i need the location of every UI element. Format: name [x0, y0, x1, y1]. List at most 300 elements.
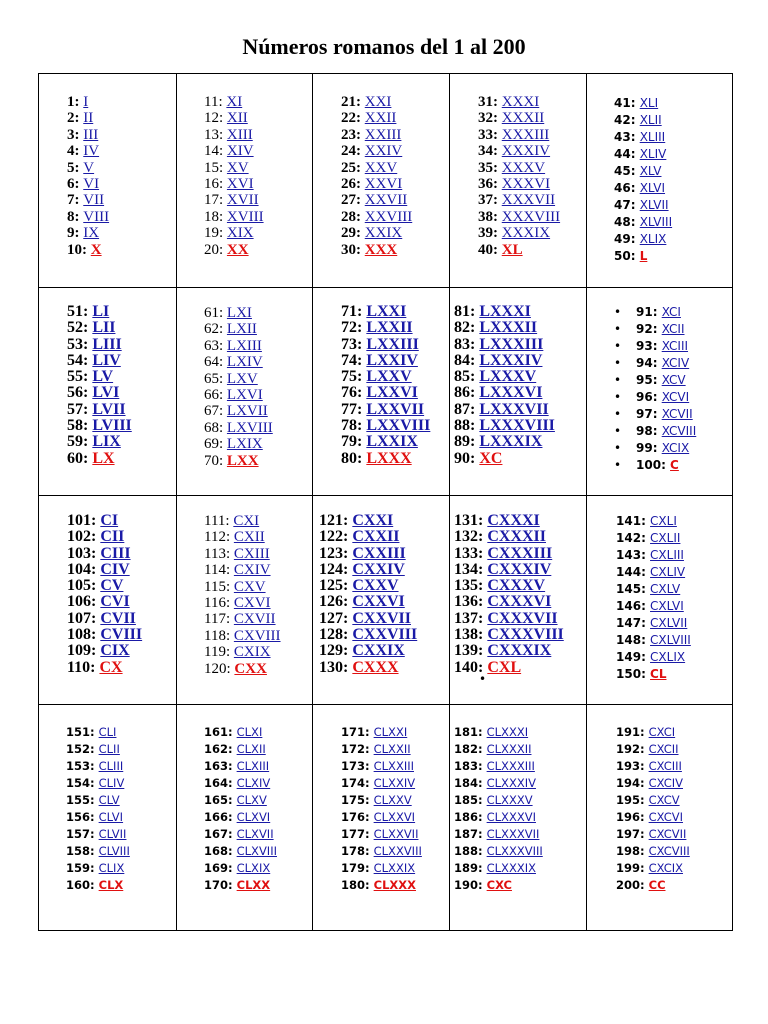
- roman-numeral-link[interactable]: CLXXVIII: [373, 844, 422, 858]
- list-item: [616, 775, 690, 792]
- list-item: [67, 562, 142, 578]
- separator: :: [365, 878, 374, 892]
- roman-numeral-link[interactable]: CLXXI: [373, 725, 408, 739]
- roman-numeral-link[interactable]: LXXIII: [366, 335, 419, 353]
- roman-numeral-link[interactable]: LXXXIV: [479, 351, 543, 369]
- roman-numeral-link[interactable]: XLVI: [639, 181, 666, 195]
- roman-numeral-link[interactable]: LV: [92, 368, 114, 386]
- roman-numeral-link[interactable]: LXXXVIII: [479, 417, 555, 435]
- roman-numeral-link[interactable]: LIII: [92, 335, 122, 353]
- numeral-cell: [39, 705, 177, 931]
- roman-numeral-link[interactable]: CXXXVI: [487, 593, 552, 611]
- roman-numeral-link[interactable]: CLXXIV: [373, 776, 416, 790]
- arabic-number: 17: [204, 192, 219, 209]
- roman-numeral-link[interactable]: XCIX: [661, 441, 690, 455]
- roman-numeral-link[interactable]: LVI: [92, 384, 120, 402]
- roman-numeral-link[interactable]: LXXXVI: [479, 384, 543, 402]
- arabic-number: 54: [67, 351, 83, 369]
- list-item: [67, 337, 132, 353]
- roman-numeral-link[interactable]: CLXXXVI: [486, 810, 536, 824]
- roman-numeral-link[interactable]: CLXXXVII: [486, 827, 540, 841]
- arabic-number: 109: [67, 642, 91, 660]
- list-item: [66, 860, 130, 877]
- roman-numeral-link[interactable]: XLVIII: [639, 215, 673, 229]
- roman-numeral-link[interactable]: CV: [100, 577, 124, 595]
- roman-numeral-link[interactable]: IX: [83, 225, 100, 242]
- roman-numeral-link[interactable]: LXXIX: [366, 433, 418, 451]
- roman-numeral-link[interactable]: XCV: [661, 373, 686, 387]
- roman-numeral-link[interactable]: CLXIII: [236, 759, 270, 773]
- roman-numeral-link[interactable]: LXXXIII: [479, 335, 544, 353]
- list-item: [204, 792, 277, 809]
- roman-numeral-link[interactable]: XXII: [364, 110, 397, 127]
- roman-numeral-link[interactable]: XXXIX: [501, 225, 551, 242]
- roman-numeral-link[interactable]: XXXI: [501, 94, 540, 110]
- numeral-list: [616, 724, 690, 894]
- numeral-cell: [177, 496, 313, 705]
- roman-numeral-link[interactable]: XVI: [226, 176, 254, 193]
- roman-numeral-link[interactable]: CXCVIII: [648, 844, 690, 858]
- roman-numeral-link[interactable]: LXXVIII: [366, 417, 431, 435]
- roman-numeral-link[interactable]: CLXVII: [236, 827, 274, 841]
- separator: :: [365, 776, 374, 790]
- roman-numeral-link[interactable]: LXI: [226, 305, 252, 321]
- roman-numeral-link[interactable]: LXXX: [366, 449, 412, 467]
- roman-numeral-link[interactable]: CLV: [98, 793, 120, 807]
- arabic-number: 56: [67, 384, 83, 402]
- numeral-list: [454, 304, 555, 467]
- roman-numeral-link[interactable]: IV: [83, 143, 100, 160]
- roman-numeral-link[interactable]: LXXIV: [366, 351, 418, 369]
- roman-numeral-link[interactable]: CLXXIX: [373, 861, 416, 875]
- roman-numeral-link[interactable]: XXI: [364, 94, 392, 110]
- arabic-number: 168: [204, 844, 229, 858]
- list-item: [67, 94, 109, 110]
- roman-numeral-link[interactable]: CXCIII: [648, 759, 682, 773]
- roman-numeral-link[interactable]: XXVIII: [364, 208, 413, 225]
- separator: :: [357, 417, 367, 435]
- roman-numeral-link[interactable]: CLIII: [98, 759, 124, 773]
- roman-numeral-link[interactable]: CXXIX: [352, 642, 405, 660]
- arabic-number: 92: [636, 322, 653, 336]
- roman-numeral-link[interactable]: CXCVI: [648, 810, 683, 824]
- roman-numeral-link[interactable]: LXXI: [366, 303, 407, 320]
- arabic-number: 9: [67, 225, 75, 242]
- roman-numeral-link[interactable]: LXXII: [366, 319, 413, 337]
- roman-numeral-link[interactable]: LXXV: [366, 368, 412, 386]
- roman-numeral-link[interactable]: XXXII: [501, 110, 545, 127]
- separator: :: [90, 878, 99, 892]
- roman-numeral-link[interactable]: CXLIV: [650, 565, 686, 579]
- roman-numeral-link[interactable]: CIV: [100, 560, 130, 578]
- separator: :: [661, 458, 671, 472]
- roman-numeral-link[interactable]: CXXXIV: [487, 560, 552, 578]
- roman-numeral-link[interactable]: CXLIII: [650, 548, 684, 562]
- roman-numeral-link[interactable]: CLXVI: [236, 810, 271, 824]
- separator: :: [90, 810, 99, 824]
- roman-numeral-link[interactable]: CLXXXI: [486, 725, 529, 739]
- roman-numeral-link[interactable]: XCIV: [661, 356, 690, 370]
- roman-numeral-link[interactable]: CLXII: [236, 742, 266, 756]
- roman-numeral-link[interactable]: XXV: [364, 159, 398, 176]
- roman-numeral-link[interactable]: XXVII: [364, 192, 408, 209]
- roman-numeral-link[interactable]: CIII: [100, 544, 131, 562]
- list-item: [614, 163, 672, 180]
- roman-numeral-link[interactable]: CXLVI: [650, 599, 684, 613]
- arabic-number: 21: [341, 94, 356, 110]
- roman-numeral-link[interactable]: C: [670, 458, 679, 472]
- roman-numeral-link[interactable]: CIX: [100, 642, 130, 660]
- list-item: [454, 320, 555, 336]
- roman-numeral-link[interactable]: CXCIV: [648, 776, 683, 790]
- roman-numeral-link[interactable]: CXXX: [352, 658, 399, 676]
- roman-numeral-link[interactable]: CLVIII: [98, 844, 130, 858]
- separator: :: [356, 94, 365, 110]
- list-item: [616, 598, 691, 615]
- separator: :: [478, 577, 488, 595]
- numeral-cell: [177, 288, 313, 496]
- list-item: [614, 112, 672, 129]
- roman-numeral-link[interactable]: LII: [92, 319, 116, 337]
- roman-numeral-link[interactable]: XXVI: [364, 176, 403, 193]
- numeral-cell: [313, 705, 450, 931]
- roman-numeral-link[interactable]: CLXXIII: [373, 759, 414, 773]
- roman-numeral-link[interactable]: XCVIII: [661, 424, 697, 438]
- roman-numeral-link[interactable]: LI: [92, 303, 110, 320]
- roman-numeral-link[interactable]: LXIX: [226, 436, 263, 453]
- arabic-number: 150: [616, 667, 642, 681]
- arabic-number: 122: [319, 528, 343, 546]
- roman-numeral-link[interactable]: CXCVII: [648, 827, 687, 841]
- list-item: [67, 320, 132, 336]
- roman-numeral-link[interactable]: XIV: [226, 143, 254, 160]
- roman-numeral-link[interactable]: LIX: [92, 433, 121, 451]
- numeral-cell: [313, 288, 450, 496]
- roman-numeral-link[interactable]: XCII: [661, 322, 685, 336]
- roman-numeral-link[interactable]: XLII: [639, 113, 662, 127]
- roman-numeral-link[interactable]: XIX: [226, 225, 254, 242]
- roman-numeral-link[interactable]: XCI: [661, 305, 681, 319]
- list-item: [616, 741, 690, 758]
- roman-numeral-link[interactable]: XX: [226, 241, 249, 258]
- roman-numeral-link[interactable]: XXIX: [364, 225, 403, 242]
- roman-numeral-link[interactable]: CXLV: [650, 582, 681, 596]
- roman-numeral-link[interactable]: CLII: [98, 742, 120, 756]
- roman-numeral-link[interactable]: XLIII: [639, 130, 666, 144]
- roman-numeral-link[interactable]: CXXVIII: [352, 626, 418, 644]
- roman-numeral-link[interactable]: XLIX: [639, 232, 667, 246]
- roman-numeral-link[interactable]: XCVII: [661, 407, 693, 421]
- list-item: [66, 792, 130, 809]
- arabic-number: 153: [66, 759, 91, 773]
- roman-numeral-link[interactable]: CXII: [233, 529, 265, 546]
- arabic-number: 140: [454, 658, 478, 676]
- roman-numeral-link[interactable]: XLIV: [639, 147, 667, 161]
- separator: :: [493, 126, 502, 143]
- roman-numeral-link[interactable]: CXXVII: [352, 609, 411, 627]
- arabic-number: 47: [614, 198, 631, 212]
- roman-numeral-link[interactable]: CXLVIII: [650, 633, 691, 647]
- roman-numeral-link[interactable]: XCVI: [661, 390, 690, 404]
- roman-numeral-link[interactable]: CLXIX: [236, 861, 271, 875]
- roman-numeral-link[interactable]: CXX: [234, 660, 267, 677]
- arabic-number: 108: [67, 626, 91, 644]
- roman-numeral-link[interactable]: CLXXX: [373, 878, 416, 892]
- roman-numeral-link[interactable]: LXIV: [226, 354, 263, 371]
- separator: :: [228, 844, 237, 858]
- numeral-cell: [177, 705, 313, 931]
- separator: :: [356, 143, 365, 160]
- separator: :: [74, 110, 84, 127]
- roman-numeral-link[interactable]: XIII: [226, 126, 253, 143]
- roman-numeral-link[interactable]: CXVI: [233, 595, 271, 612]
- roman-numeral-link[interactable]: CXXII: [352, 528, 400, 546]
- roman-numeral-link[interactable]: XXIII: [364, 126, 402, 143]
- roman-numeral-link[interactable]: LX: [92, 449, 115, 467]
- roman-numeral-link[interactable]: LXVIII: [226, 419, 273, 436]
- roman-numeral-link[interactable]: XVIII: [226, 208, 264, 225]
- roman-numeral-link[interactable]: CVIII: [100, 626, 143, 644]
- numeral-list: [454, 513, 564, 676]
- roman-numeral-link[interactable]: XLVII: [639, 198, 669, 212]
- roman-numeral-link[interactable]: CXXXII: [487, 528, 546, 546]
- arabic-number: 155: [66, 793, 91, 807]
- roman-numeral-link[interactable]: CXXIII: [352, 544, 406, 562]
- roman-numeral-link[interactable]: XV: [226, 159, 249, 176]
- roman-numeral-link[interactable]: XXXIII: [501, 126, 550, 143]
- roman-numeral-link[interactable]: CLXXXII: [486, 742, 532, 756]
- roman-numeral-link[interactable]: L: [639, 249, 648, 263]
- roman-numeral-link[interactable]: LXXXI: [479, 303, 531, 320]
- arabic-number: 11: [204, 94, 219, 110]
- roman-numeral-link[interactable]: CLX: [98, 878, 124, 892]
- roman-numeral-link[interactable]: CX: [99, 658, 123, 676]
- roman-numeral-link[interactable]: XXIV: [364, 143, 403, 160]
- roman-numeral-link[interactable]: CLXVIII: [236, 844, 277, 858]
- roman-numeral-link[interactable]: CLXXII: [373, 742, 411, 756]
- list-item: [204, 354, 273, 370]
- roman-numeral-link[interactable]: CLXXXV: [486, 793, 533, 807]
- list-item: [454, 418, 555, 434]
- roman-numeral-link[interactable]: XXX: [364, 241, 398, 258]
- roman-numeral-link[interactable]: CXXXIII: [487, 544, 553, 562]
- list-item: [341, 176, 412, 192]
- roman-numeral-link[interactable]: CXCV: [648, 793, 680, 807]
- list-item: [614, 406, 696, 423]
- arabic-number: 141: [616, 514, 642, 528]
- roman-numeral-link[interactable]: XXXIV: [501, 143, 551, 160]
- roman-numeral-link[interactable]: CXC: [486, 878, 512, 892]
- separator: :: [493, 159, 502, 176]
- roman-numeral-link[interactable]: CLVII: [98, 827, 127, 841]
- separator: :: [470, 368, 480, 386]
- separator: :: [83, 351, 93, 369]
- roman-numeral-link[interactable]: XXXVI: [501, 176, 551, 193]
- separator: :: [91, 593, 101, 611]
- roman-numeral-link[interactable]: XXXVII: [501, 192, 556, 209]
- roman-numeral-link[interactable]: XCIII: [661, 339, 689, 353]
- roman-numeral-link[interactable]: CXCII: [648, 742, 679, 756]
- roman-numeral-link[interactable]: CXXXIX: [487, 642, 552, 660]
- roman-numeral-link[interactable]: XXXVIII: [501, 208, 561, 225]
- roman-numeral-link[interactable]: CLI: [98, 725, 117, 739]
- roman-numeral-link[interactable]: X: [90, 241, 102, 258]
- roman-numeral-link[interactable]: XXXV: [501, 159, 546, 176]
- roman-numeral-link[interactable]: CLXI: [236, 725, 263, 739]
- roman-numeral-link[interactable]: V: [83, 159, 95, 176]
- numeral-cell: [39, 74, 177, 288]
- roman-numeral-link[interactable]: CXXXV: [487, 577, 546, 595]
- list-item: [454, 451, 555, 467]
- roman-numeral-link[interactable]: CII: [100, 528, 125, 546]
- roman-numeral-link[interactable]: LXV: [226, 370, 258, 387]
- table-row: [39, 74, 733, 288]
- roman-numeral-link[interactable]: CLXXXIV: [486, 776, 536, 790]
- arabic-number: 44: [614, 147, 631, 161]
- list-item: [67, 176, 109, 192]
- roman-numeral-link[interactable]: XL: [501, 241, 523, 258]
- list-item: [204, 741, 277, 758]
- arabic-number: 64: [204, 354, 219, 371]
- list-item: [67, 143, 109, 159]
- roman-numeral-link[interactable]: XII: [226, 110, 248, 127]
- numeral-list: [67, 94, 109, 258]
- separator: :: [356, 110, 365, 127]
- roman-numeral-link[interactable]: CL: [650, 667, 667, 681]
- roman-numeral-link[interactable]: CLXX: [236, 878, 271, 892]
- roman-numeral-link[interactable]: CXLII: [650, 531, 681, 545]
- roman-numeral-link[interactable]: CLIV: [98, 776, 125, 790]
- roman-numeral-link[interactable]: LVIII: [92, 417, 132, 435]
- list-item: [204, 176, 264, 192]
- roman-numeral-link[interactable]: LXIII: [226, 337, 262, 354]
- roman-numeral-link[interactable]: CXXXVIII: [487, 626, 564, 644]
- arabic-number: 81: [454, 303, 470, 320]
- list-item: [67, 578, 142, 594]
- roman-numeral-link[interactable]: XVII: [226, 192, 259, 209]
- list-item: [454, 724, 543, 741]
- roman-numeral-link[interactable]: XLV: [639, 164, 662, 178]
- list-item: [204, 826, 277, 843]
- roman-numeral-link[interactable]: CXCIX: [648, 861, 683, 875]
- list-item: [454, 643, 564, 659]
- roman-numeral-link[interactable]: LIV: [92, 351, 121, 369]
- roman-numeral-link[interactable]: CXVIII: [233, 627, 281, 644]
- roman-numeral-link[interactable]: CLXXVII: [373, 827, 419, 841]
- roman-numeral-link[interactable]: CXCI: [648, 725, 676, 739]
- roman-numeral-link[interactable]: CXLVII: [650, 616, 688, 630]
- roman-numeral-link[interactable]: CLXXXIII: [486, 759, 535, 773]
- list-item: [67, 110, 109, 126]
- roman-numeral-link[interactable]: LXXVII: [366, 400, 425, 418]
- roman-numeral-link[interactable]: CLXXXIX: [486, 861, 536, 875]
- separator: :: [478, 776, 487, 790]
- roman-numeral-link[interactable]: XLI: [639, 96, 659, 110]
- roman-numeral-link[interactable]: CLXXXVIII: [486, 844, 543, 858]
- roman-numeral-link[interactable]: CXL: [487, 658, 522, 676]
- roman-numeral-link[interactable]: VII: [83, 192, 105, 209]
- separator: :: [90, 776, 99, 790]
- separator: :: [478, 626, 488, 644]
- arabic-number: 6: [67, 176, 75, 193]
- arabic-number: 151: [66, 725, 91, 739]
- roman-numeral-link[interactable]: CC: [648, 878, 666, 892]
- roman-numeral-link[interactable]: LXVI: [226, 387, 263, 404]
- separator: :: [630, 181, 640, 195]
- roman-numeral-link[interactable]: CI: [100, 512, 119, 529]
- roman-numeral-link[interactable]: I: [83, 94, 89, 110]
- roman-numeral-link[interactable]: CXI: [233, 513, 260, 529]
- roman-numeral-link[interactable]: LXXXVII: [479, 400, 549, 418]
- roman-numeral-link[interactable]: LXX: [226, 452, 259, 469]
- separator: :: [219, 159, 227, 176]
- roman-numeral-link[interactable]: LXXXV: [479, 368, 537, 386]
- roman-numeral-link[interactable]: LXVII: [226, 403, 268, 420]
- arabic-number: 67: [204, 403, 219, 420]
- arabic-number: 152: [66, 742, 91, 756]
- list-item: [454, 758, 543, 775]
- roman-numeral-link[interactable]: XI: [226, 94, 243, 110]
- roman-numeral-link[interactable]: CXIX: [233, 644, 271, 661]
- roman-numeral-link[interactable]: CXXV: [352, 577, 399, 595]
- roman-numeral-link[interactable]: VI: [83, 176, 100, 193]
- roman-numeral-link[interactable]: CXXIV: [352, 560, 405, 578]
- arabic-number: 192: [616, 742, 641, 756]
- roman-numeral-link[interactable]: CLXXVI: [373, 810, 416, 824]
- roman-numeral-link[interactable]: CXXI: [352, 512, 394, 529]
- roman-numeral-link[interactable]: LXXXII: [479, 319, 538, 337]
- roman-numeral-link[interactable]: LXXVI: [366, 384, 418, 402]
- roman-numeral-link[interactable]: LXII: [226, 321, 257, 338]
- roman-numeral-link[interactable]: VIII: [83, 208, 110, 225]
- roman-numeral-link[interactable]: CXLIX: [650, 650, 686, 664]
- roman-numeral-link[interactable]: CLIX: [98, 861, 125, 875]
- roman-numeral-link[interactable]: III: [83, 126, 99, 143]
- roman-numeral-link[interactable]: CLXV: [236, 793, 267, 807]
- list-item: [341, 94, 412, 110]
- list-item: [614, 355, 696, 372]
- list-item: [616, 877, 690, 894]
- list-item: [616, 843, 690, 860]
- arabic-number: 83: [454, 335, 470, 353]
- roman-numeral-link[interactable]: CXVII: [233, 611, 276, 628]
- separator: :: [640, 810, 649, 824]
- roman-numeral-link[interactable]: CXIII: [233, 545, 270, 562]
- roman-numeral-link[interactable]: CXXVI: [352, 593, 405, 611]
- separator: :: [219, 305, 227, 321]
- roman-numeral-link[interactable]: LXXXIX: [479, 433, 543, 451]
- roman-numeral-link[interactable]: II: [83, 110, 94, 127]
- arabic-number: 173: [341, 759, 366, 773]
- separator: :: [478, 827, 487, 841]
- roman-numeral-link[interactable]: CLVI: [98, 810, 124, 824]
- roman-numeral-link[interactable]: CLXIV: [236, 776, 271, 790]
- roman-numeral-link[interactable]: CXXXI: [487, 512, 540, 529]
- roman-numeral-link[interactable]: CXV: [233, 578, 266, 595]
- roman-numeral-link[interactable]: CXIV: [233, 562, 271, 579]
- roman-numeral-link[interactable]: CXXXVII: [487, 609, 558, 627]
- list-item: [204, 321, 273, 337]
- roman-numeral-link[interactable]: CXLI: [650, 514, 677, 528]
- roman-numeral-link[interactable]: CLXXV: [373, 793, 412, 807]
- roman-numeral-link[interactable]: CVI: [100, 593, 130, 611]
- separator: :: [641, 582, 651, 596]
- arabic-number: 19: [204, 225, 219, 242]
- separator: :: [652, 441, 662, 455]
- roman-numeral-link[interactable]: LVII: [92, 400, 126, 418]
- roman-numeral-link[interactable]: CVII: [100, 609, 136, 627]
- roman-numeral-link[interactable]: XC: [479, 449, 503, 467]
